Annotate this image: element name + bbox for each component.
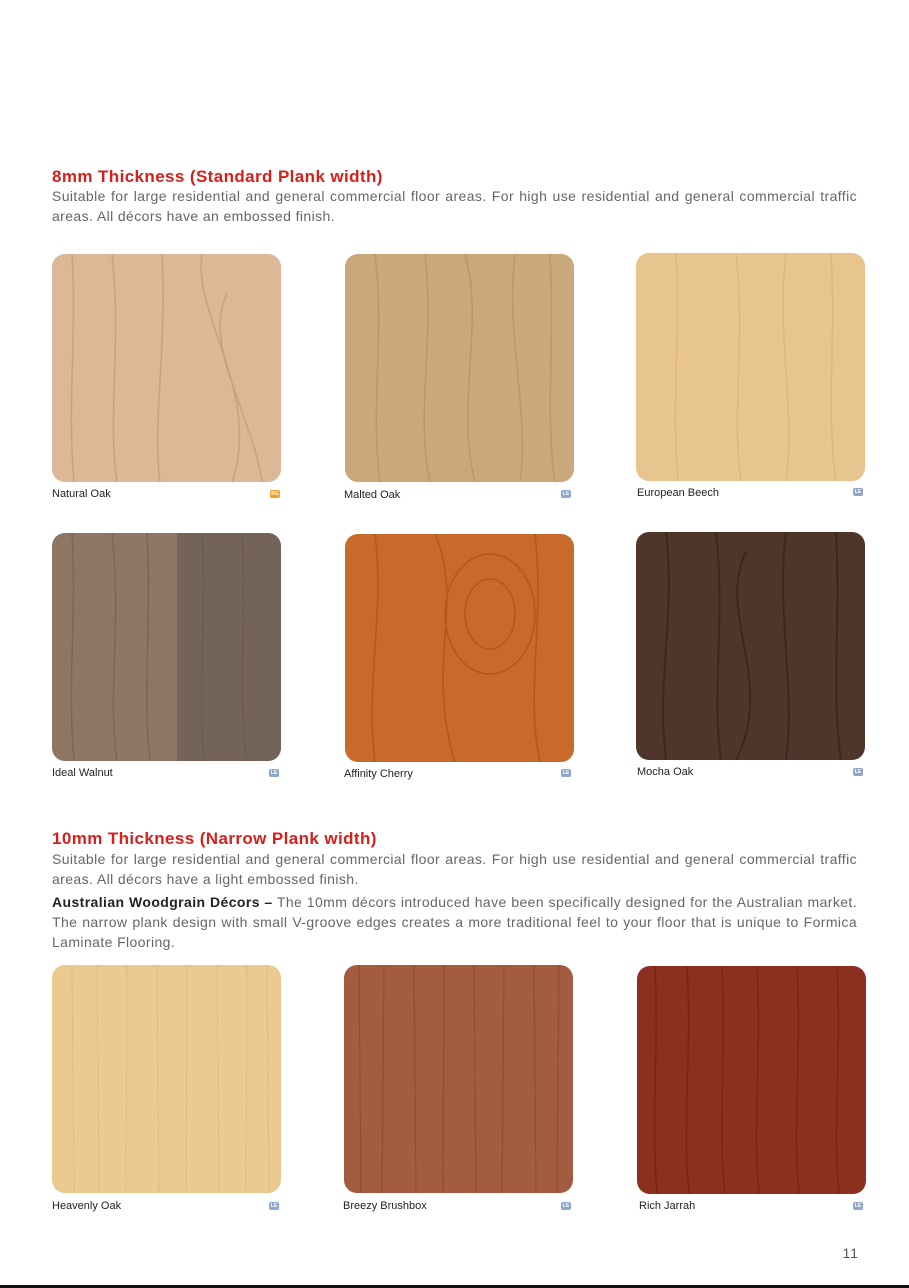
badge-le: LE — [270, 770, 278, 776]
swatch-label: Affinity Cherry — [344, 768, 413, 780]
section-8mm-heading: 8mm Thickness (Standard Plank width) — [52, 167, 383, 186]
swatch-label: Ideal Walnut — [52, 767, 113, 779]
swatch-label: Rich Jarrah — [639, 1200, 696, 1212]
swatch-label: Mocha Oak — [637, 766, 694, 778]
swatch-label: Heavenly Oak — [52, 1200, 122, 1212]
swatch-label: European Beech — [637, 487, 719, 499]
badge-le: LE — [854, 769, 862, 775]
badge-le: LE — [270, 1203, 278, 1209]
swatch-label: Natural Oak — [52, 488, 111, 500]
swatch-rich-jarrah — [637, 966, 866, 1194]
swatch-breezy-brushbox — [344, 965, 573, 1193]
swatch-ideal-walnut — [52, 533, 281, 761]
badge-rg: RG — [271, 491, 279, 497]
swatch-label: Breezy Brushbox — [343, 1200, 427, 1212]
swatch-heavenly-oak — [52, 965, 281, 1193]
badge-le: LE — [562, 1203, 570, 1209]
badge-le: LE — [562, 491, 570, 497]
badge-le: LE — [854, 1203, 862, 1209]
swatch-natural-oak — [52, 254, 281, 482]
section-10mm-intro — [52, 892, 857, 952]
swatch-affinity-cherry — [345, 534, 574, 762]
swatch-mocha-oak — [636, 532, 865, 760]
section-10mm-description: Suitable for large residential and general commercial floor areas. For high use residential and general commercial traffic areas. All décors have a light embossed finish. — [52, 851, 857, 887]
intro-bold: Australian Woodgrain Décors – — [52, 894, 273, 910]
section-8mm-description: Suitable for large residential and general commercial floor areas. For high use residential and general commercial traffic areas. All décors have an embossed finish. — [52, 188, 857, 224]
section-10mm-heading: 10mm Thickness (Narrow Plank width) — [52, 829, 377, 848]
badge-le: LE — [562, 770, 570, 776]
swatch-malted-oak — [345, 254, 574, 482]
swatch-european-beech — [636, 253, 865, 481]
badge-le: LE — [854, 489, 862, 495]
intro-text: The 10mm décors introduced have been specifically designed for the Australian market. The narrow plank design with small V-groove edges creates a more traditional feel to your floor that is unique to Formica Laminate Flooring. — [52, 894, 857, 950]
page-number: 11 — [842, 1245, 859, 1261]
swatch-label: Malted Oak — [344, 489, 401, 501]
